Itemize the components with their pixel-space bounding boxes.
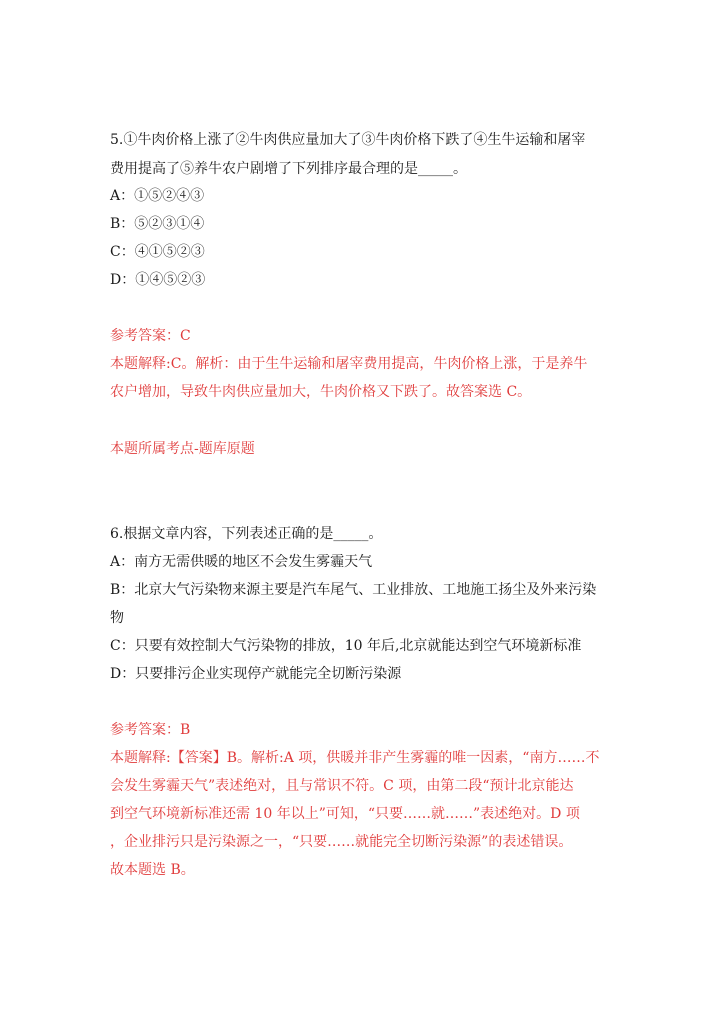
q5-explanation-line-2: 农户增加，导致牛肉供应量加大，牛肉价格又下跌了。故答案选 C。: [110, 384, 532, 400]
q6-explanation-line-4: ，企业排污只是污染源之一，“只要……就能完全切断污染源”的表述错误。: [110, 834, 573, 850]
q6-option-c: C：只要有效控制大气污染物的排放，10 年后,北京就能达到空气环境新标准: [110, 638, 582, 654]
q6-explanation-line-1: 本题解释:【答案】B。解析:A 项，供暖并非产生雾霾的唯一因素，“南方……不: [110, 750, 600, 766]
q6-option-d: D：只要排污企业实现停产就能完全切断污染源: [110, 666, 402, 682]
q5-answer: 参考答案：C: [110, 328, 191, 344]
q6-answer: 参考答案：B: [110, 722, 191, 738]
q5-option-d: D：①④⑤②③: [110, 272, 206, 288]
q5-option-c: C：④①⑤②③: [110, 244, 205, 260]
q6-explanation-line-3: 到空气环境新标准还需 10 年以上”可知，“只要……就……”表述绝对。D 项: [110, 806, 580, 822]
q6-stem: 6.根据文章内容，下列表述正确的是_____。: [110, 526, 383, 542]
q5-stem-line-1: 5.①牛肉价格上涨了②牛肉供应量加大了③牛肉价格下跌了④生牛运输和屠宰: [110, 132, 586, 148]
q6-option-b-line-2: 物: [110, 610, 124, 626]
q5-stem-line-2: 费用提高了⑤养牛农户剧增了下列排序最合理的是_____。: [110, 161, 467, 177]
q6-explanation-line-2: 会发生雾霾天气”表述绝对，且与常识不符。C 项，由第二段“预计北京能达: [110, 778, 574, 794]
q6-explanation-line-5: 故本题选 B。: [110, 862, 195, 878]
q5-option-b: B：⑤②③①④: [110, 216, 205, 232]
q6-option-b-line-1: B：北京大气污染物来源主要是汽车尾气、工业排放、工地施工扬尘及外来污染: [110, 582, 597, 598]
q5-option-a: A：①⑤②④③: [110, 188, 205, 204]
q6-option-a: A：南方无需供暖的地区不会发生雾霾天气: [110, 554, 373, 570]
q5-explanation-line-1: 本题解释:C。解析：由于生牛运输和屠宰费用提高，牛肉价格上涨，于是养牛: [110, 356, 588, 372]
q5-topic: 本题所属考点-题库原题: [110, 441, 255, 457]
